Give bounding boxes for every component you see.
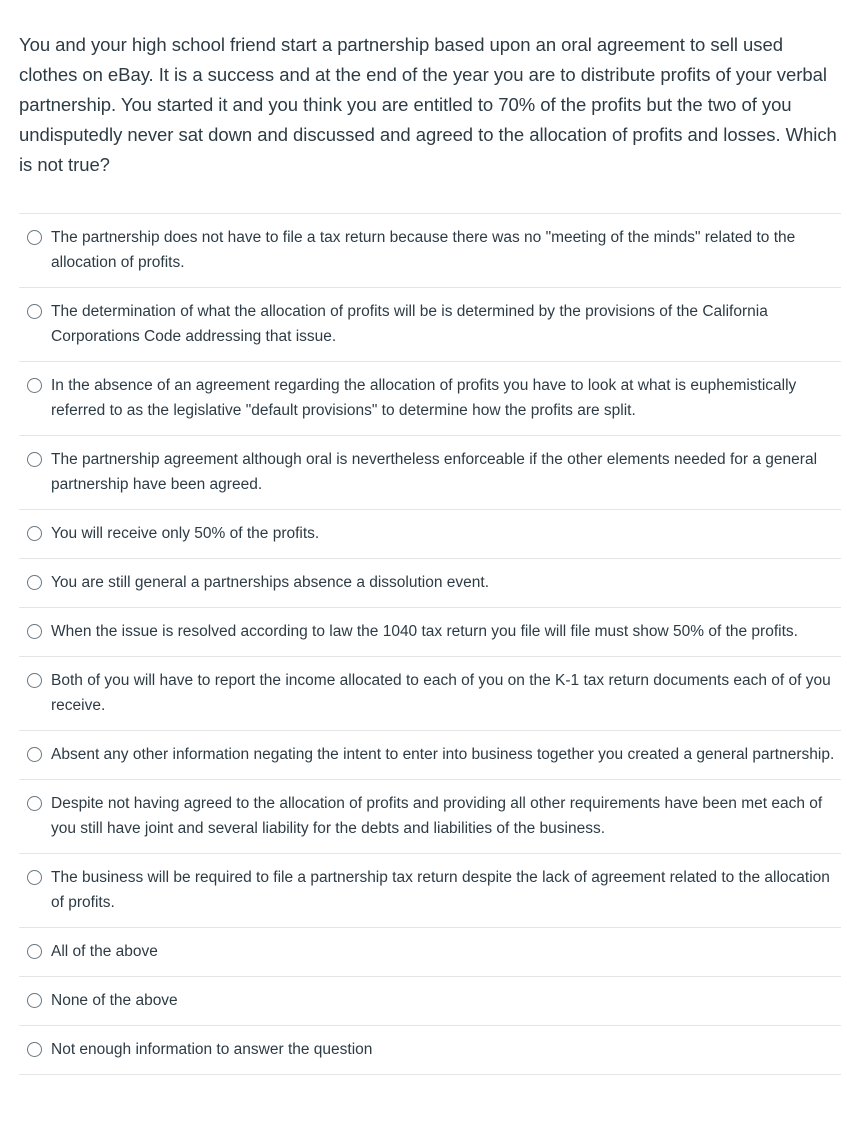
- answer-label: You will receive only 50% of the profits.: [51, 525, 320, 542]
- answer-option-10[interactable]: [19, 780, 841, 854]
- radio-button[interactable]: [27, 747, 42, 762]
- answer-label: When the issue is resolved according to law the 1040 tax return you file will file must show 50% of the profits.: [51, 623, 798, 640]
- radio-button[interactable]: [27, 452, 42, 467]
- answer-label: You are still general a partnerships absence a dissolution event.: [51, 574, 490, 591]
- answer-option-2[interactable]: [19, 288, 841, 362]
- answer-option-3[interactable]: [19, 362, 841, 436]
- answer-label: The partnership does not have to file a tax return because there was no "meeting of the minds" related to the allocation of profits.: [51, 229, 796, 271]
- answer-option-7[interactable]: [19, 608, 841, 657]
- answer-label: Despite not having agreed to the allocation of profits and providing all other requirements have been met each of you still have joint and several liability for the debts and liabilities of the business.: [51, 795, 823, 837]
- radio-button[interactable]: [27, 993, 42, 1008]
- answer-option-5[interactable]: [19, 510, 841, 559]
- answer-option-6[interactable]: [19, 559, 841, 608]
- answer-option-12[interactable]: [19, 928, 841, 977]
- radio-button[interactable]: [27, 944, 42, 959]
- radio-button[interactable]: [27, 1042, 42, 1057]
- answer-label: In the absence of an agreement regarding the allocation of profits you have to look at what is euphemistically referred to as the legislative "default provisions" to determine how the profits are split.: [51, 377, 797, 419]
- radio-button[interactable]: [27, 230, 42, 245]
- answer-option-9[interactable]: [19, 731, 841, 780]
- radio-button[interactable]: [27, 378, 42, 393]
- radio-button[interactable]: [27, 624, 42, 639]
- answer-label: The business will be required to file a partnership tax return despite the lack of agreement related to the allocation of profits.: [51, 869, 830, 911]
- answer-label: Not enough information to answer the question: [51, 1041, 373, 1058]
- answer-option-4[interactable]: [19, 436, 841, 510]
- radio-button[interactable]: [27, 796, 42, 811]
- answer-label: None of the above: [51, 992, 178, 1009]
- answer-option-13[interactable]: [19, 977, 841, 1026]
- radio-button[interactable]: [27, 673, 42, 688]
- answer-label: The partnership agreement although oral is nevertheless enforceable if the other elements needed for a general partnership have been agreed.: [51, 451, 818, 493]
- answer-label: Both of you will have to report the income allocated to each of you on the K-1 tax return documents each of of you receive.: [51, 672, 831, 714]
- answer-option-14[interactable]: [19, 1026, 841, 1075]
- answer-list: [19, 213, 841, 1075]
- radio-button[interactable]: [27, 870, 42, 885]
- radio-button[interactable]: [27, 304, 42, 319]
- answer-label: Absent any other information negating the intent to enter into business together you created a general partnership.: [51, 746, 835, 763]
- answer-label: All of the above: [51, 943, 158, 960]
- radio-button[interactable]: [27, 526, 42, 541]
- answer-option-1[interactable]: [19, 214, 841, 288]
- answer-option-11[interactable]: [19, 854, 841, 928]
- radio-button[interactable]: [27, 575, 42, 590]
- answer-label: The determination of what the allocation of profits will be is determined by the provisions of the California Corporations Code addressing that issue.: [51, 303, 768, 345]
- question-text: You and your high school friend start a partnership based upon an oral agreement to sell used clothes on eBay. It is a success and at the end of the year you are to distribute profits of your verbal partnership. You started it and you think you are entitled to 70% of the profits but the two of you undisputedly never sat down and discussed and agreed to the allocation of profits and losses. Which is not true?: [19, 34, 837, 175]
- answer-option-8[interactable]: [19, 657, 841, 731]
